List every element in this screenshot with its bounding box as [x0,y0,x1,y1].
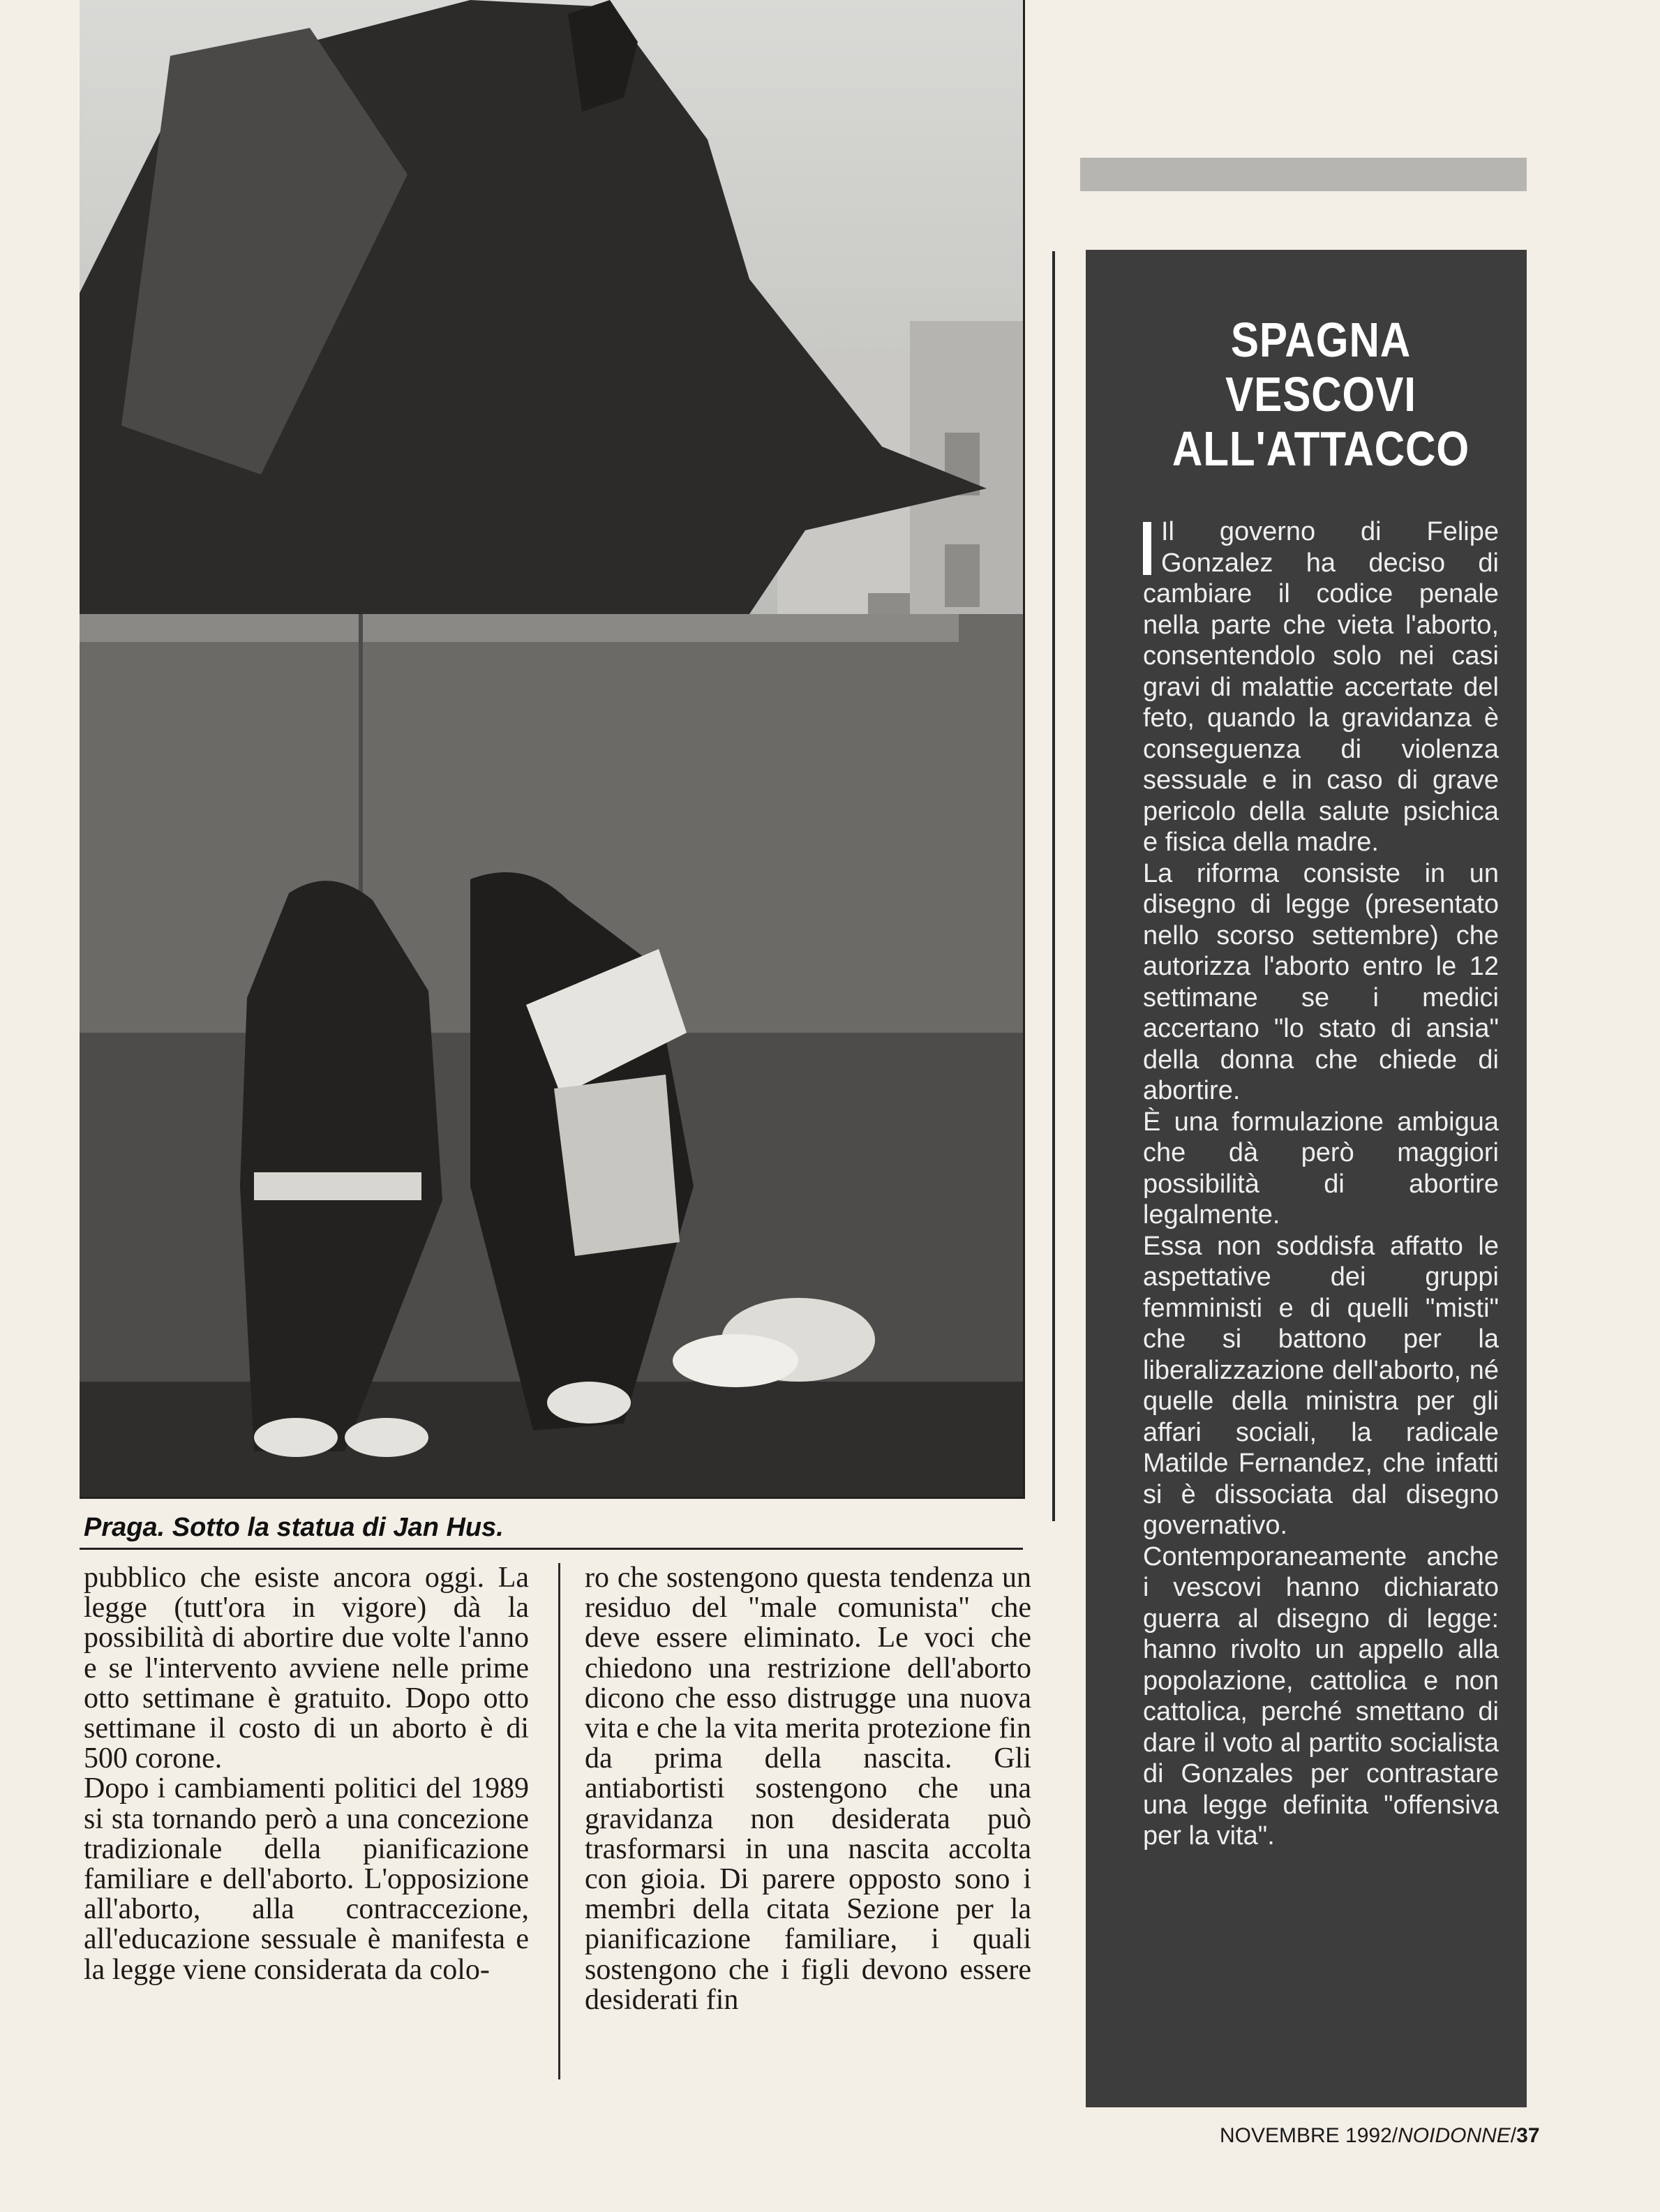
article-paragraph: pubblico che esiste ancora oggi. La legge (tutt'ora in vigore) dà la possibilità di abortire due volte l'anno e se l'intervento avviene nelle prime otto settimane è gratuito. Dopo otto settimane il costo di un aborto è di 500 corone. [84,1562,529,1775]
photo-caption: Praga. Sotto la statua di Jan Hus. [84,1513,504,1542]
photo-statue [80,0,1025,1499]
article-paragraph: ro che sostengono questa tendenza un residuo del "male comunista" che deve essere eliminato. Le voci che chiedono una restrizione dell'aborto dicono che esso distrugge una nuova vita e che la vita merita protezione fin da prima della nascita. Gli antiabortisti sostengono che una gravidanza non desiderata può trasformarsi in una nascita accolta con gioia. Di parere opposto sono i membri della citata Sezione per la pianificazione familiare, i quali sostengono che i figli devono essere desiderati fin [585,1562,1031,2016]
sidebar-paragraph: È una formulazione ambigua che dà però maggiori possibilità di abortire legalmente. [1143,1107,1499,1230]
dropcap-bar [1143,522,1151,575]
article-column-1 [84,1563,529,1985]
sidebar-paragraph: Essa non soddisfa affatto le aspettative dei gruppi femministi e di quelli "misti" che si battono per la liberalizzazione dell'aborto, né quelle della ministra per gli affari sociali, la radicale Matilde Fernandez, che infatti si è dissociata dal disegno governativo. [1143,1231,1499,1540]
article-paragraph: Dopo i cambiamenti politici del 1989 si sta tornando però a una concezione tradizionale della pianificazione familiare e dell'aborto. L'opposizione all'aborto, alla contraccezione, all'educazione sessuale è manifesta e la legge viene considerata da colo- [84,1772,529,1986]
article-column-2 [585,1563,1031,2015]
page-number: 37 [1516,2124,1540,2147]
photo-illustration [80,0,1023,1497]
sidebar-box [1086,250,1527,2107]
folio-magazine: NOIDONNE [1398,2124,1511,2147]
column-divider [558,1563,560,2079]
sidebar-body [1143,516,1499,1852]
page-folio [1220,2124,1540,2148]
sidebar-header-bar [1080,158,1527,191]
sidebar-title-line: SPAGNA [1230,313,1412,367]
sidebar-title-line: ALL'ATTACCO [1172,421,1470,476]
sidebar-paragraph: Il governo di Felipe Gonzalez ha deciso di cambiare il codice penale nella parte che vieta l'aborto, consentendolo solo nei casi gravi di malattie accertate del feto, quando la gravidanza è conseguenza di violenza sessuale e in caso di grave pericolo della salute psichica e fisica della madre. [1143,517,1499,857]
sidebar-paragraph: La riforma consiste in un disegno di legge (presentato nello scorso settembre) che autorizza l'aborto entro le 12 settimane se i medici accertano "lo stato di ansia" della donna che chiede di abortire. [1143,858,1499,1105]
sidebar-title-line: VESCOVI [1225,367,1416,421]
folio-separator: / [1510,2124,1517,2147]
vertical-rule [1052,251,1055,1521]
sidebar-paragraph: Contemporaneamente anche i vescovi hanno dichiarato guerra al disegno di legge: hanno rivolto un appello alla popolazione, cattolica e non cattolica, perché smettano di dare il voto al partito socialista di Gonzales per contrastare una legge definita "offensiva per la vita". [1143,1541,1499,1851]
sidebar-title [1168,313,1474,476]
caption-divider [80,1548,1023,1550]
folio-date: NOVEMBRE 1992/ [1220,2124,1398,2147]
